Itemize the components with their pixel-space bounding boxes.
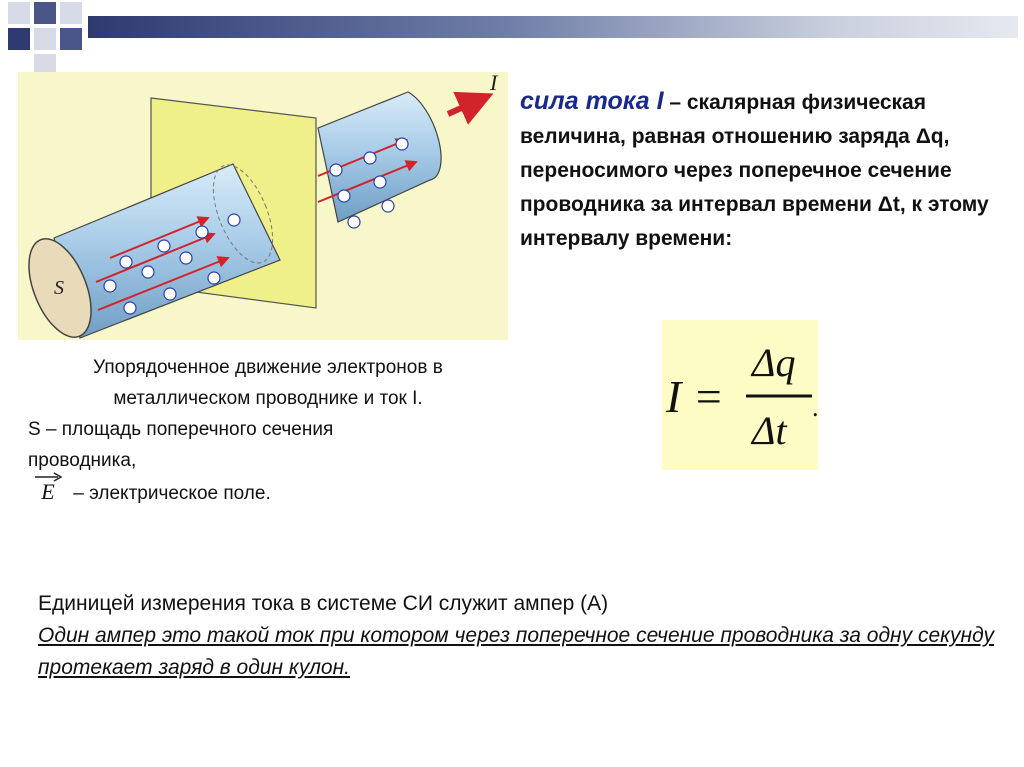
header-bar [88, 16, 1018, 38]
electron [348, 216, 360, 228]
header-square [60, 28, 82, 50]
electron [120, 256, 132, 268]
field-symbol: E [41, 479, 55, 504]
definition-term: сила тока I [520, 87, 664, 115]
caption-line-text: – электрическое поле. [68, 483, 271, 504]
header-square [8, 28, 30, 50]
electron [208, 272, 220, 284]
electron [180, 252, 192, 264]
formula-period: . [812, 393, 818, 422]
current-definition [520, 84, 1015, 256]
electron [228, 214, 240, 226]
header-square [34, 28, 56, 50]
formula-box [662, 320, 818, 470]
vector-arrow-icon [34, 472, 62, 482]
definition-text: – скалярная физическая величина, равная отношению заряда Δq, переносимого через поперечное сечение проводника за интервал времени Δt, к этому интервалу времени: [520, 91, 989, 250]
caption-line: S – площадь поперечного сечения [28, 419, 334, 440]
header-square [34, 2, 56, 24]
electron [196, 226, 208, 238]
unit-section [38, 588, 998, 684]
electron [382, 200, 394, 212]
caption-line: проводника, [28, 450, 137, 471]
conductor-illustration [18, 72, 508, 340]
conductor-diagram [18, 72, 508, 340]
electron [142, 266, 154, 278]
header-square [60, 2, 82, 24]
electron [164, 288, 176, 300]
caption-line: Упорядоченное движение электронов в [93, 357, 443, 378]
electron [338, 190, 350, 202]
electron [330, 164, 342, 176]
electron [158, 240, 170, 252]
electron [124, 302, 136, 314]
caption-line: металлическом проводнике и ток I. [113, 388, 423, 409]
field-vector-symbol [28, 476, 68, 507]
formula [662, 320, 818, 470]
header-square [8, 2, 30, 24]
formula-numerator: Δq [752, 340, 796, 385]
figure-caption [28, 352, 508, 509]
electron [396, 138, 408, 150]
caption-line [28, 476, 508, 509]
electron [364, 152, 376, 164]
unit-sentence: Единицей измерения тока в системе СИ служит ампер (А) [38, 592, 609, 615]
area-label: S [54, 277, 64, 299]
formula-denominator: Δt [752, 408, 787, 453]
electron [104, 280, 116, 292]
current-symbol: I [490, 72, 498, 95]
ampere-definition: Один ампер это такой ток при котором через поперечное сечение проводника за одну секунду протекает заряд в один кулон. [38, 624, 994, 679]
electron [374, 176, 386, 188]
formula-lhs: I = [666, 371, 724, 422]
